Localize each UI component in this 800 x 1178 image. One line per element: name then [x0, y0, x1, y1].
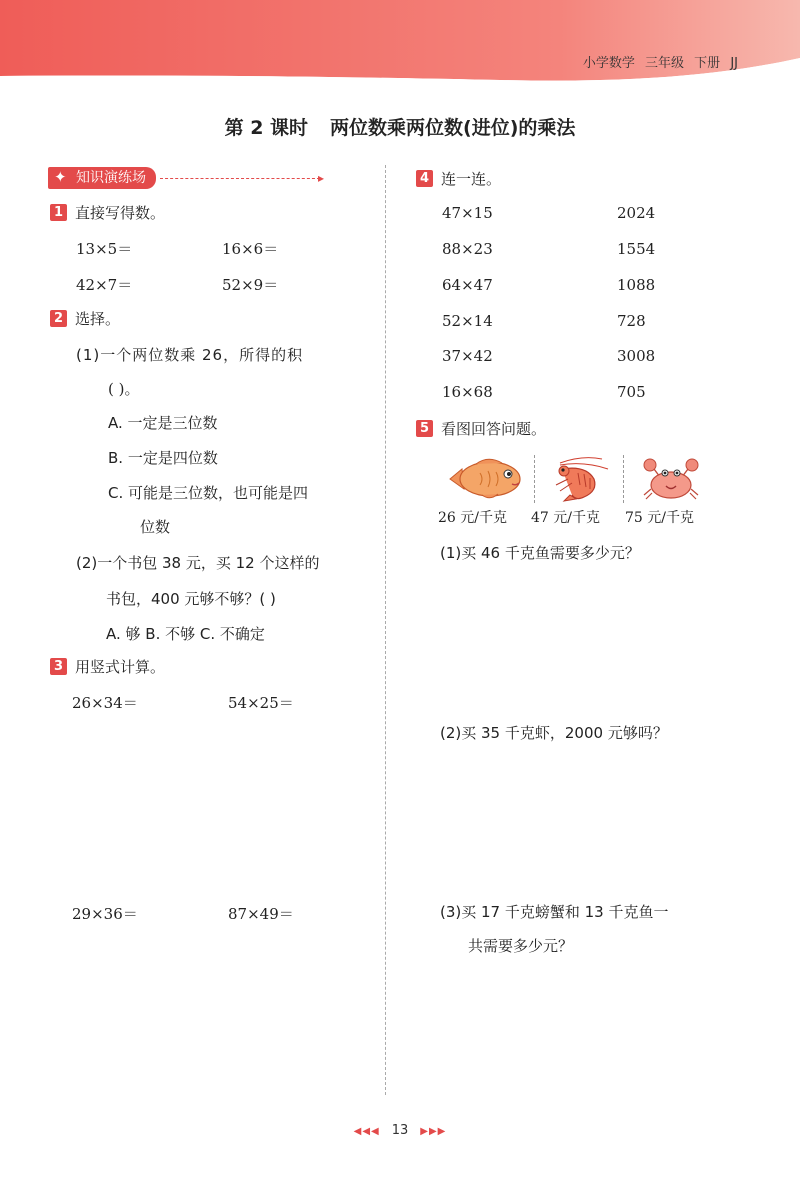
dashed-arrow-line — [160, 178, 320, 179]
fish-illustration — [446, 455, 524, 505]
q2-part2-line1: (2)一个书包 38 元，买 12 个这样的 — [76, 554, 320, 572]
picture-divider — [623, 455, 624, 503]
left-arrows-icon: ◀◀◀ — [353, 1126, 380, 1137]
q3-item: 54×25＝ — [228, 694, 294, 712]
q2-option-b: B. 一定是四位数 — [108, 449, 218, 467]
q4-right-item: 728 — [617, 312, 646, 330]
q5-sub3-line1: (3)买 17 千克螃蟹和 13 千克鱼一 — [440, 903, 669, 921]
q4-left-item: 88×23 — [442, 240, 493, 258]
q2-option-a: A. 一定是三位数 — [108, 414, 218, 432]
q4-left-item: 64×47 — [442, 276, 493, 294]
q1-item: 16×6＝ — [222, 240, 279, 258]
q3-item: 29×36＝ — [72, 905, 138, 923]
q4-title: 连一连。 — [441, 170, 502, 188]
q5-number: 5 — [416, 420, 433, 437]
page-footer — [0, 1123, 800, 1138]
page-title — [0, 113, 800, 140]
q2-part2-options: A. 够 B. 不够 C. 不确定 — [106, 625, 265, 643]
shrimp-price: 47 元/千克 — [531, 510, 600, 526]
q2-option-c-line2: 位数 — [140, 518, 171, 536]
page-number: 13 — [391, 1123, 409, 1138]
q4-number: 4 — [416, 170, 433, 187]
q2-option-c-line1: C. 可能是三位数，也可能是四 — [108, 484, 309, 502]
q5-title: 看图回答问题。 — [441, 420, 547, 438]
q4-right-item: 705 — [617, 383, 646, 401]
crab-illustration — [640, 455, 702, 505]
subject-label: 小学数学 — [582, 56, 635, 71]
q2-title: 选择。 — [75, 310, 121, 328]
section-tag — [48, 166, 324, 190]
lesson-number: 第 2 课时 — [224, 117, 309, 139]
q4-right-item: 1554 — [617, 240, 656, 258]
right-arrows-icon: ▶▶▶ — [420, 1126, 447, 1137]
q3-number: 3 — [50, 658, 67, 675]
q4-right-item: 1088 — [617, 276, 656, 294]
q1-item: 13×5＝ — [76, 240, 133, 258]
picture-divider — [534, 455, 535, 503]
section-tag-label: 知识演练场 — [76, 170, 146, 186]
shrimp-illustration — [542, 455, 612, 507]
q5-sub3-line2: 共需要多少元？ — [468, 937, 574, 955]
q4-right-item: 2024 — [617, 204, 656, 222]
volume-label: 下册 — [694, 56, 721, 71]
q1-number: 1 — [50, 204, 67, 221]
q1-title: 直接写得数。 — [75, 204, 166, 222]
edition-label: JJ — [730, 56, 738, 71]
q1-item: 52×9＝ — [222, 276, 279, 294]
q2-number: 2 — [50, 310, 67, 327]
q4-left-item: 16×68 — [442, 383, 493, 401]
q4-right-item: 3008 — [617, 347, 656, 365]
star-icon: ✦ — [54, 168, 67, 186]
top-banner — [0, 0, 800, 90]
q2-part1-line1: (1)一个两位数乘 26，所得的积 — [76, 346, 304, 364]
q4-left-item: 47×15 — [442, 204, 493, 222]
grade-label: 三年级 — [645, 56, 685, 71]
arrow-right-icon: ▸ — [318, 171, 325, 185]
fish-price: 26 元/千克 — [438, 510, 507, 526]
q2-part2-line2: 书包，400 元够不够？( ) — [106, 590, 276, 608]
lesson-topic: 两位数乘两位数(进位)的乘法 — [330, 117, 576, 139]
column-divider — [385, 165, 386, 1095]
q3-item: 26×34＝ — [72, 694, 138, 712]
q4-left-item: 52×14 — [442, 312, 493, 330]
q5-sub1: (1)买 46 千克鱼需要多少元？ — [440, 544, 640, 562]
q2-part1-blank: ( )。 — [108, 380, 140, 398]
crab-price: 75 元/千克 — [625, 510, 694, 526]
book-info — [583, 52, 738, 71]
q4-left-item: 37×42 — [442, 347, 493, 365]
q3-title: 用竖式计算。 — [75, 658, 166, 676]
section-tag-label-box — [48, 167, 156, 189]
q3-item: 87×49＝ — [228, 905, 294, 923]
q1-item: 42×7＝ — [76, 276, 133, 294]
q5-sub2: (2)买 35 千克虾，2000 元够吗？ — [440, 724, 668, 742]
